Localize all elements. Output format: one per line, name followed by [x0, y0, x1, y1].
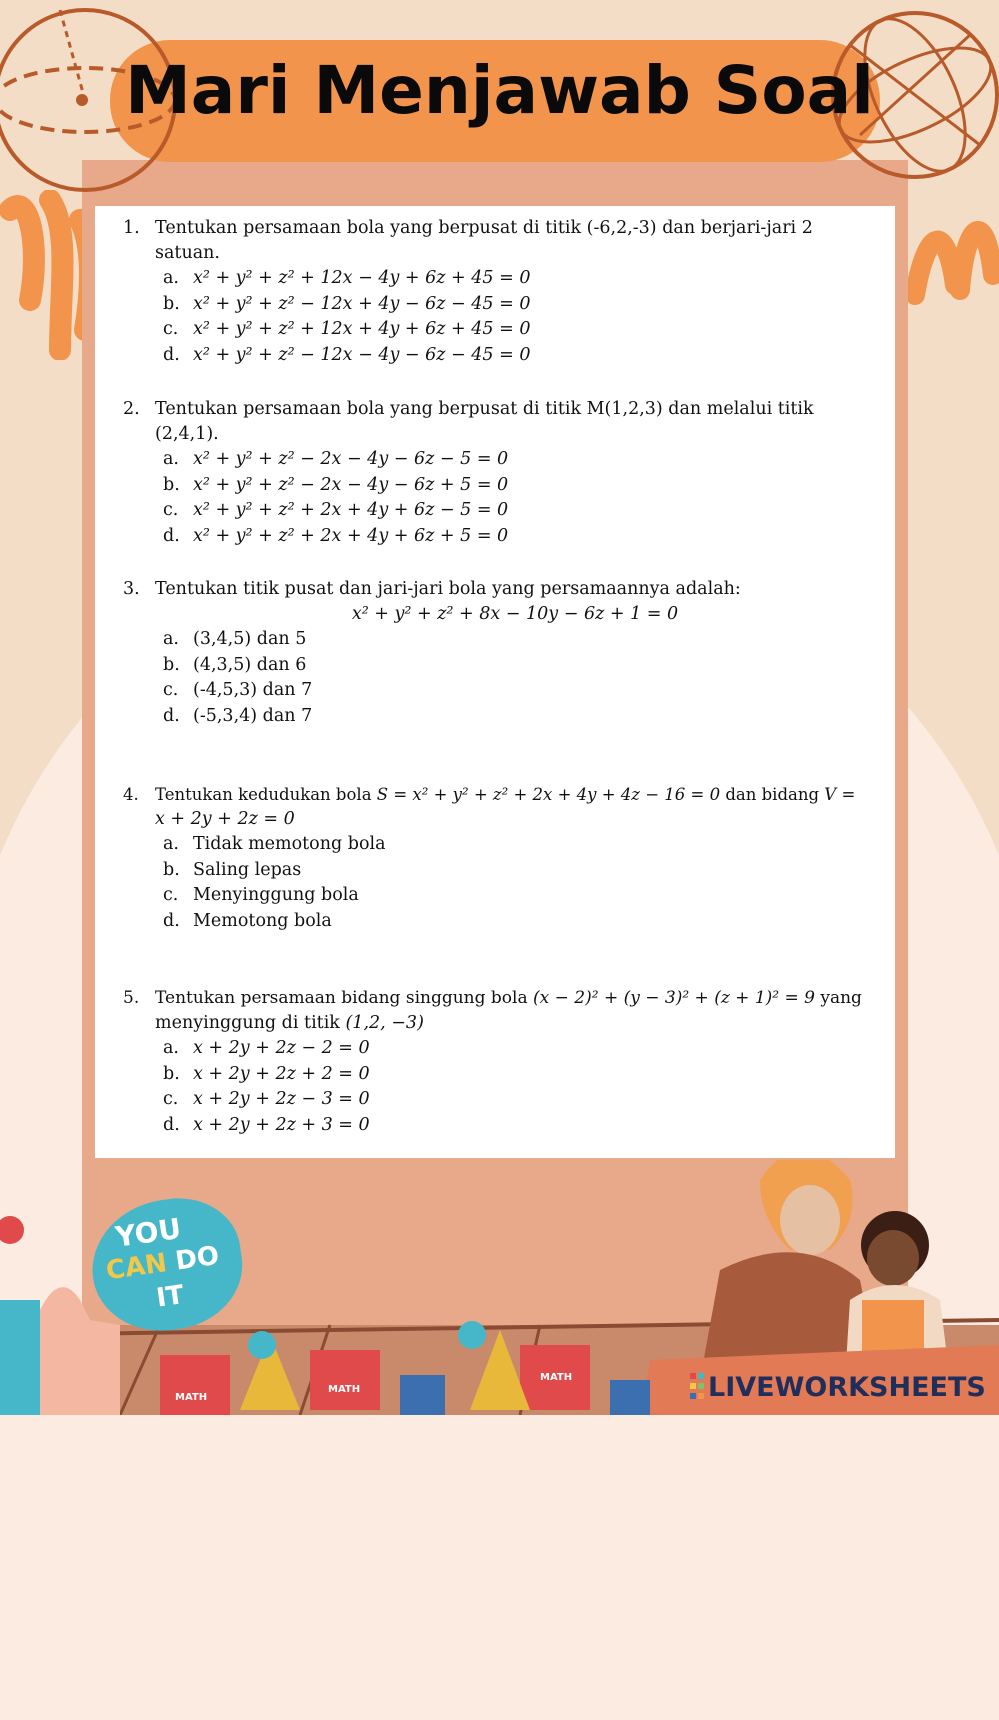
sticker-word: DO [173, 1240, 221, 1277]
option-label: b. [163, 859, 180, 880]
option-label: a. [163, 629, 179, 649]
question-1 [123, 216, 875, 368]
question-5 [123, 986, 875, 1138]
option-label: d. [163, 525, 180, 546]
option-label: c. [163, 1089, 179, 1109]
question-number: 4. [123, 785, 139, 804]
sticker-word: YOU [113, 1211, 184, 1254]
option-label: c. [163, 885, 179, 905]
option-text: (4,3,5) dan 6 [193, 654, 307, 675]
option-text: x² + y² + z² − 2x − 4y − 6z + 5 = 0 [193, 474, 509, 495]
option-c[interactable] [123, 498, 875, 524]
option-a[interactable] [123, 832, 875, 858]
question-3 [123, 577, 875, 729]
liveworksheets-mark-icon [690, 1373, 704, 1399]
option-label: a. [163, 268, 179, 288]
option-label: b. [163, 474, 180, 495]
option-c[interactable] [123, 317, 875, 343]
option-label: c. [163, 319, 179, 339]
option-label: d. [163, 344, 180, 365]
option-d[interactable] [123, 343, 875, 369]
option-d[interactable] [123, 704, 875, 730]
option-text: x² + y² + z² − 2x − 4y − 6z − 5 = 0 [193, 449, 509, 469]
option-label: b. [163, 293, 180, 314]
option-b[interactable] [123, 473, 875, 499]
question-text: dan bidang [720, 785, 825, 804]
notebook-label-3: MATH [540, 1372, 573, 1383]
sticker-word: IT [154, 1280, 186, 1314]
option-label: a. [163, 449, 179, 469]
option-d[interactable] [123, 1113, 875, 1139]
option-a[interactable] [123, 266, 875, 292]
option-text: (-4,5,3) dan 7 [193, 680, 313, 700]
question-text: yang [814, 988, 862, 1008]
page-title: Mari Menjawab Soal [125, 52, 874, 129]
option-text: x² + y² + z² + 12x − 4y + 6z + 45 = 0 [193, 268, 531, 288]
question-math: x + 2y + 2z = 0 [155, 809, 295, 829]
question-prompt [123, 782, 875, 807]
sticker-word: CAN [104, 1248, 169, 1287]
option-text: x + 2y + 2z + 3 = 0 [193, 1114, 370, 1135]
option-b[interactable] [123, 1062, 875, 1088]
option-c[interactable] [123, 883, 875, 909]
option-b[interactable] [123, 292, 875, 318]
option-text: x² + y² + z² − 12x + 4y − 6z − 45 = 0 [193, 293, 531, 314]
question-math: V = [824, 785, 856, 804]
liveworksheets-logo[interactable] [690, 1372, 990, 1408]
question-text: Tentukan kedudukan bola [155, 785, 377, 804]
question-number: 5. [123, 988, 140, 1008]
option-a[interactable] [123, 447, 875, 473]
option-text: (-5,3,4) dan 7 [193, 705, 313, 726]
squiggle-right-decoration [905, 195, 999, 305]
option-c[interactable] [123, 678, 875, 704]
notebook-label-1: MATH [175, 1392, 208, 1403]
option-label: c. [163, 680, 179, 700]
question-text: Tentukan persamaan bola yang berpusat di titik (-6,2,-3) dan berjari-jari 2 satuan. [155, 218, 813, 263]
question-prompt [123, 216, 875, 266]
question-text: menyinggung di titik [155, 1013, 346, 1033]
question-math: S = x² + y² + z² + 2x + 4y + 4z − 16 = 0 [376, 785, 721, 804]
option-text: x² + y² + z² + 2x + 4y + 6z + 5 = 0 [193, 525, 509, 546]
question-prompt-continued [123, 1011, 875, 1036]
option-label: d. [163, 705, 180, 726]
option-b[interactable] [123, 858, 875, 884]
question-text: Tentukan titik pusat dan jari-jari bola yang persamaannya adalah: [155, 579, 741, 599]
option-label: b. [163, 654, 180, 675]
option-text: x² + y² + z² + 12x + 4y + 6z + 45 = 0 [193, 319, 531, 339]
question-text: Tentukan persamaan bidang singgung bola [155, 988, 533, 1008]
option-text: Tidak memotong bola [193, 834, 386, 854]
option-text: Saling lepas [193, 859, 302, 880]
option-label: d. [163, 910, 180, 931]
option-d[interactable] [123, 909, 875, 935]
option-label: a. [163, 834, 179, 854]
option-text: x² + y² + z² + 2x + 4y + 6z − 5 = 0 [193, 500, 509, 520]
option-b[interactable] [123, 653, 875, 679]
option-text: x + 2y + 2z − 3 = 0 [193, 1089, 370, 1109]
question-math: (x − 2)² + (y − 3)² + (z + 1)² = 9 [533, 988, 815, 1008]
option-text: x + 2y + 2z − 2 = 0 [193, 1038, 370, 1058]
option-text: Memotong bola [193, 910, 332, 931]
liveworksheets-text: LIVEWORKSHEETS [708, 1372, 986, 1403]
question-number: 3. [123, 579, 140, 599]
question-prompt [123, 986, 875, 1011]
question-number: 2. [123, 399, 140, 419]
question-2 [123, 397, 875, 549]
question-card [95, 206, 895, 1158]
option-a[interactable] [123, 1036, 875, 1062]
option-label: b. [163, 1063, 180, 1084]
notebook-label-2: MATH [328, 1384, 361, 1395]
option-label: c. [163, 500, 179, 520]
option-text: x + 2y + 2z + 2 = 0 [193, 1063, 370, 1084]
question-number: 1. [123, 218, 140, 238]
option-label: a. [163, 1038, 179, 1058]
option-text: Menyinggung bola [193, 885, 359, 905]
option-label: d. [163, 1114, 180, 1135]
question-4 [123, 782, 875, 934]
question-math: (1,2, −3) [345, 1013, 424, 1033]
option-a[interactable] [123, 627, 875, 653]
question-text: Tentukan persamaan bola yang berpusat di titik M(1,2,3) dan melalui titik (2,4,1). [155, 399, 814, 444]
question-prompt [123, 577, 875, 602]
question-prompt [123, 397, 875, 447]
option-c[interactable] [123, 1087, 875, 1113]
question-equation: x² + y² + z² + 8x − 10y − 6z + 1 = 0 [351, 604, 679, 624]
option-d[interactable] [123, 524, 875, 550]
question-prompt-continued [123, 807, 875, 832]
option-text: x² + y² + z² − 12x − 4y − 6z − 45 = 0 [193, 344, 531, 365]
option-text: (3,4,5) dan 5 [193, 629, 307, 649]
